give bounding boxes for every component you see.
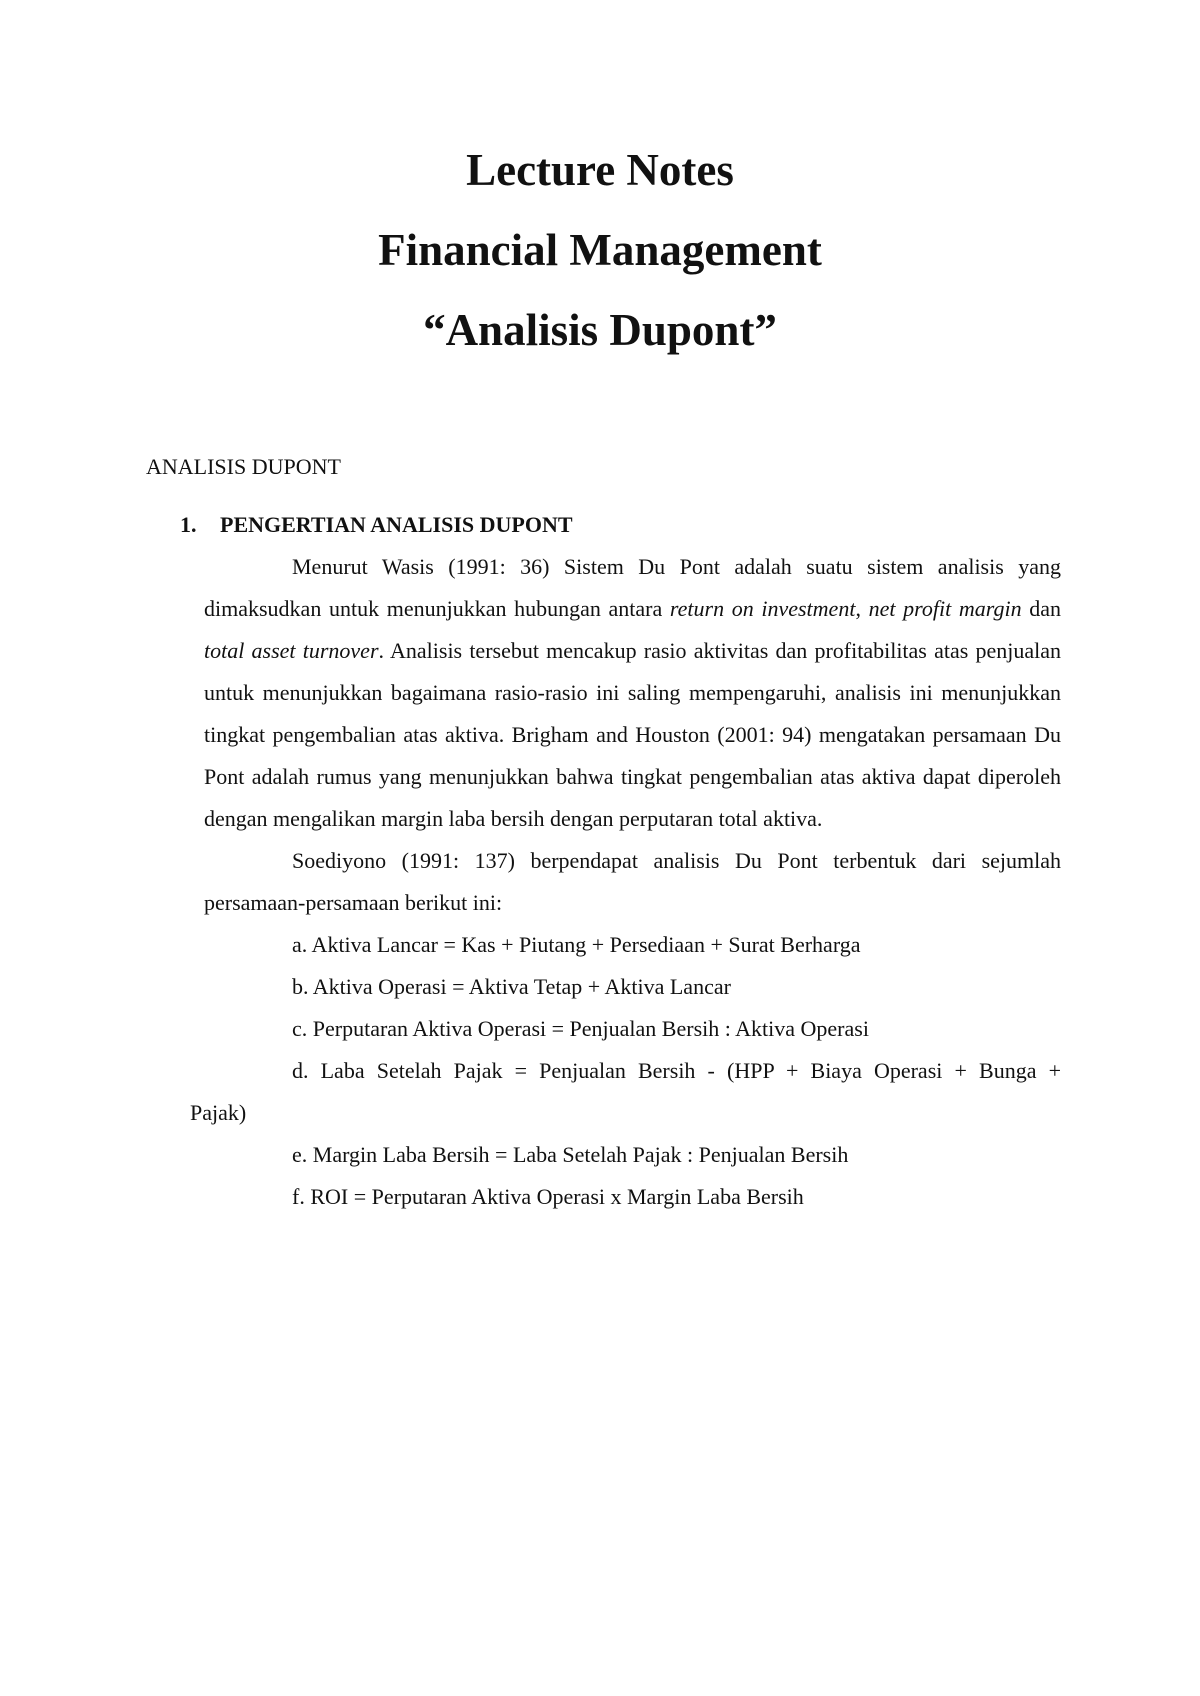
subsection-number: 1. [180,512,197,537]
formula-b: b. Aktiva Operasi = Aktiva Tetap + Aktiva Lancar [292,974,731,999]
formula-d: d. Laba Setelah Pajak = Penjualan Bersih - (HPP + Biaya Operasi + Bunga + [292,1058,1061,1083]
title-line-1: Lecture Notes [466,145,734,195]
term-net-profit-margin: net profit margin [868,596,1022,621]
paragraph-definition [204,546,1061,840]
paragraph-text: Menurut Wasis (1991: 36) Sistem Du Pont adalah suatu sistem analisis yang dimaksudkan untuk menunjukkan hubungan antara [204,554,1061,621]
formula-e: e. Margin Laba Bersih = Laba Setelah Pajak : Penjualan Bersih [292,1142,849,1167]
paragraph-text: dan [1021,596,1062,621]
document-title [0,145,1200,355]
subsection-title: PENGERTIAN ANALISIS DUPONT [220,512,573,537]
formula-c: c. Perputaran Aktiva Operasi = Penjualan Bersih : Aktiva Operasi [292,1016,869,1041]
section-heading: ANALISIS DUPONT [146,454,341,479]
term-return-on-investment: return on investment [669,596,856,621]
term-total-asset-turnover: total asset turnover [204,638,379,663]
paragraph-text: . Analisis tersebut mencakup rasio aktivitas dan profitabilitas atas penjualan untuk menunjukkan bagaimana rasio-rasio ini saling mempengaruhi, analisis ini menunjukkan tingkat pengembalian atas aktiva. Brigham and Houston (2001: 94) mengatakan persamaan Du Pont adalah rumus yang menunjukkan bahwa tingkat pengembalian atas aktiva dapat diperoleh dengan mengalikan margin laba bersih dengan perputaran total aktiva. [204,638,1061,831]
paragraph-soediyono: Soediyono (1991: 137) berpendapat analisis Du Pont terbentuk dari sejumlah persamaan-persamaan berikut ini: [204,848,1061,915]
formula-d-continuation: Pajak) [190,1100,247,1125]
subsection-heading [180,512,573,538]
body-text [190,546,1062,1218]
title-line-3: “Analisis Dupont” [423,305,777,355]
title-line-2: Financial Management [378,225,822,275]
paragraph-text: , [855,596,869,621]
formula-f: f. ROI = Perputaran Aktiva Operasi x Margin Laba Bersih [292,1184,804,1209]
formula-a: a. Aktiva Lancar = Kas + Piutang + Persediaan + Surat Berharga [292,932,861,957]
